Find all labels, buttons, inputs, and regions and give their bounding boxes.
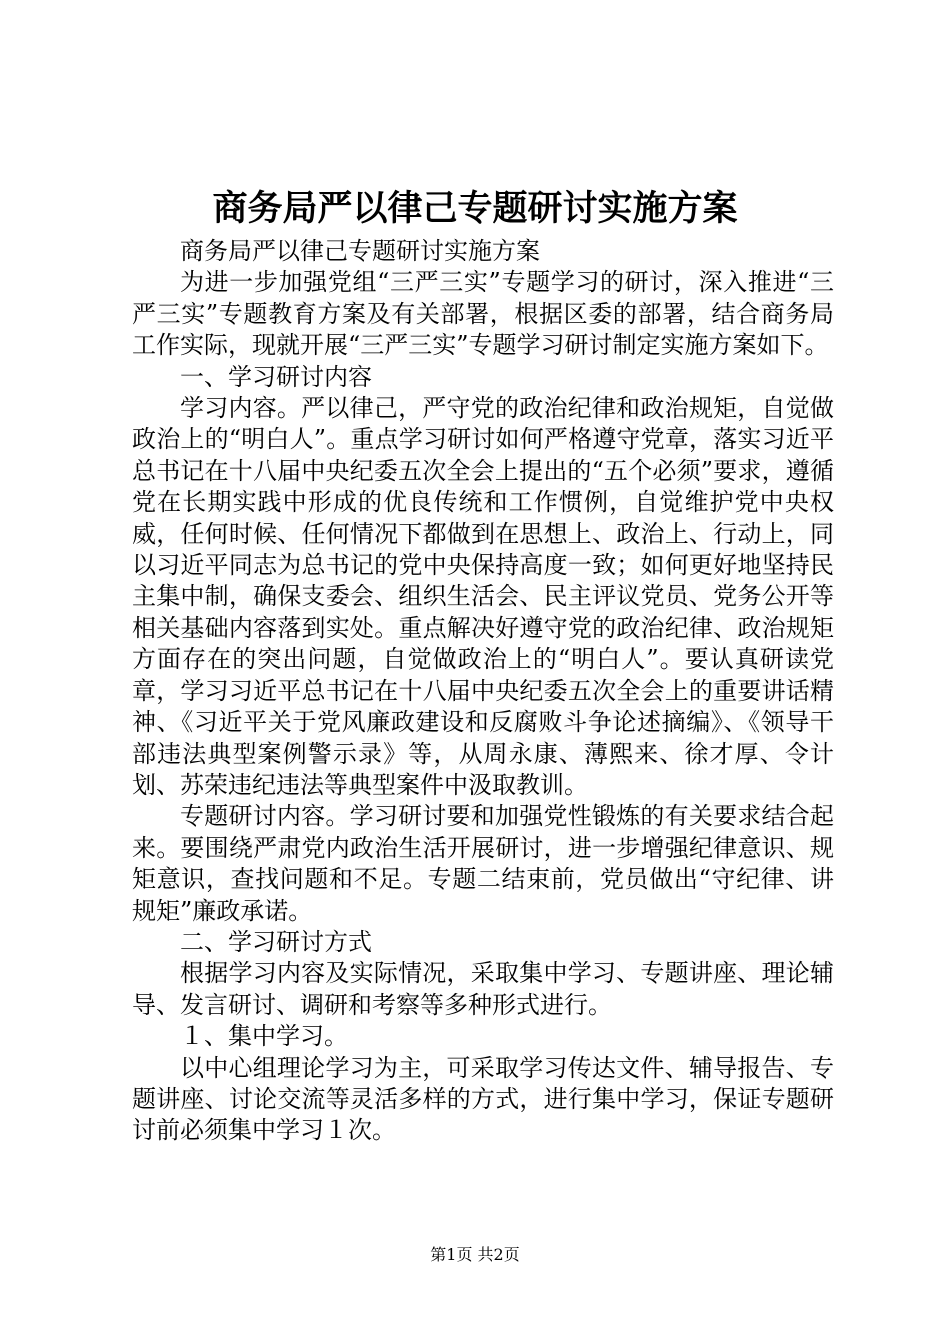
subsection-heading-1: １、集中学习。: [180, 1022, 348, 1051]
section-heading-1: 一、学习研讨内容: [180, 362, 372, 391]
document-body: [132, 236, 834, 1147]
paragraph-subtitle: 商务局严以律己专题研讨实施方案: [180, 237, 540, 265]
document-title: 商务局严以律己专题研讨实施方案: [212, 188, 738, 229]
paragraph-topic-content: 专题研讨内容。学习研讨要和加强党性锻炼的有关要求结合起来。要围绕严肃党内政治生活开展研讨，进一步增强纪律意识、规矩意识，查找问题和不足。专题二结束前，党员做出“守纪律、讲规矩”廉政承诺。: [132, 802, 834, 925]
paragraph-methods: 根据学习内容及实际情况，采取集中学习、专题讲座、理论辅导、发言研讨、调研和考察等多种形式进行。: [132, 959, 834, 1019]
paragraph-centralized-study: 以中心组理论学习为主，可采取学习传达文件、辅导报告、专题讲座、讨论交流等灵活多样的方式，进行集中学习，保证专题研讨前必须集中学习１次。: [132, 1053, 834, 1145]
paragraph-intro: 为进一步加强党组“三严三实”专题学习的研讨，深入推进“三严三实”专题教育方案及有关部署，根据区委的部署，结合商务局工作实际，现就开展“三严三实”专题学习研讨制定实施方案如下。: [132, 268, 834, 360]
section-heading-2: 二、学习研讨方式: [180, 927, 372, 956]
paragraph-study-content: 学习内容。严以律己，严守党的政治纪律和政治规矩，自觉做政治上的“明白人”。重点学习研讨如何严格遵守党章，落实习近平总书记在十八届中央纪委五次全会上提出的“五个必须”要求，遵循党在长期实践中形成的优良传统和工作惯例，自觉维护党中央权威，任何时候、任何情况下都做到在思想上、政治上、行动上，同以习近平同志为总书记的党中央保持高度一致；如何更好地坚持民主集中制，确保支委会、组织生活会、民主评议党员、党务公开等相关基础内容落到实处。重点解决好遵守党的政治纪律、政治规矩方面存在的突出问题，自觉做政治上的“明白人”。要认真研读党章，学习习近平总书记在十八届中央纪委五次全会上的重要讲话精神、《习近平关于党风廉政建设和反腐败斗争论述摘编》、《领导干部违法典型案例警示录》等，从周永康、薄熙来、徐才厚、令计划、苏荣违纪违法等典型案件中汲取教训。: [132, 394, 834, 799]
page-number-footer: 第1页 共2页: [430, 1245, 520, 1264]
